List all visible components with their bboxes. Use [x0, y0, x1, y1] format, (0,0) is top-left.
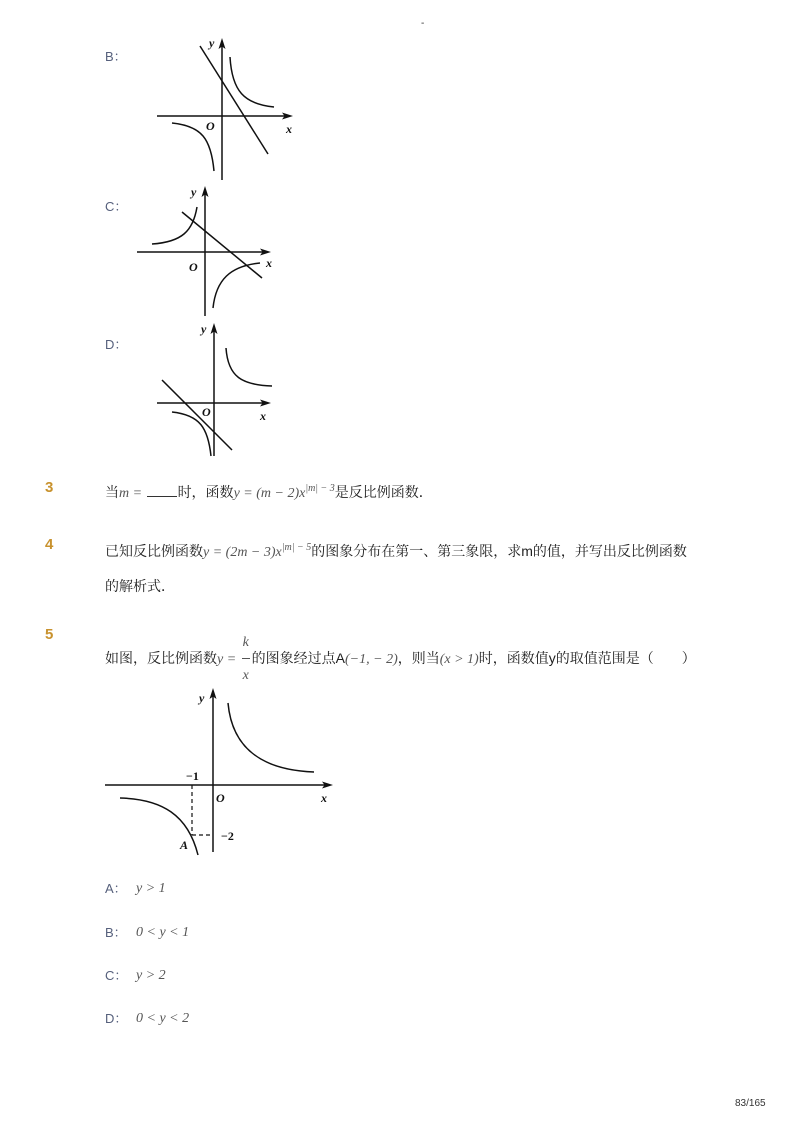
graph-question-5 [100, 685, 340, 860]
q3-text-post: 是反比例函数． [334, 484, 433, 500]
q3-text-mid: 时，函数 [177, 484, 234, 500]
q5-text-mid: 的图象经过点A [251, 650, 346, 666]
x-axis-label: x [260, 409, 266, 423]
question-4-text-line1 [105, 541, 687, 563]
q5-condition: (x > 1) [439, 652, 479, 667]
x-axis-label: x [266, 256, 272, 270]
q5-option-b-value: 0 < y < 1 [136, 925, 190, 940]
graph-option-c [130, 183, 280, 323]
q5-option-c-value: y > 2 [136, 968, 166, 983]
q5-text-mid2: ，则当 [397, 650, 440, 666]
q5-fraction-denominator: x [242, 667, 249, 683]
q3-variable: m = [119, 486, 146, 501]
y-axis-label: y [209, 36, 215, 50]
origin-label: O [189, 260, 198, 274]
origin-label: O [216, 791, 225, 805]
hyperbola-branch-first-quadrant [228, 703, 314, 772]
point-a-label: A [180, 838, 189, 852]
hyperbola-branch-first-quadrant [230, 57, 274, 107]
page-number: 83/165 [735, 1098, 766, 1109]
question-4-number: 4 [45, 536, 54, 553]
prev-option-b-label: B： [105, 49, 127, 64]
q5-text-post: 时，函数值y的取值范围是（ ） [478, 650, 696, 666]
y-mark-minus-2: −2 [221, 829, 234, 843]
q5-option-d-label: D： [105, 1011, 128, 1026]
q5-option-b-label: B： [105, 925, 127, 940]
q5-option-a-label: A： [105, 881, 127, 896]
linear-function-line [200, 46, 268, 154]
q3-exponent: |m| − 3 [305, 483, 335, 494]
q3-text-pre: 当 [105, 484, 119, 500]
q5-option-d-value: 0 < y < 2 [136, 1011, 190, 1026]
prev-option-d-label: D： [105, 337, 128, 352]
question-4-text-line2: 的解析式． [105, 578, 175, 594]
q4-text-pre: 已知反比例函数 [105, 543, 203, 559]
x-axis-label: x [286, 122, 292, 136]
question-5-number: 5 [45, 626, 54, 643]
q4-function: y = (2m − 3)x [203, 545, 282, 560]
hyperbola-branch-second-quadrant [152, 207, 197, 244]
y-axis-label: y [201, 322, 207, 336]
top-mark: - [421, 18, 425, 29]
q5-fraction-numerator: k [242, 634, 249, 650]
hyperbola-branch-first-quadrant [226, 348, 272, 386]
q5-function: y = [217, 652, 240, 667]
q5-option-a-value: y > 1 [136, 881, 166, 896]
x-axis-label: x [321, 791, 327, 805]
origin-label: O [206, 119, 215, 133]
q4-text-post: 的图象分布在第一、第三象限，求m的值，并写出反比例函数 [311, 543, 687, 559]
question-3-number: 3 [45, 479, 54, 496]
question-3-text [105, 482, 433, 504]
y-axis-label: y [191, 185, 197, 199]
q3-answer-blank [147, 484, 177, 497]
question-5-text [105, 634, 696, 683]
origin-label: O [202, 405, 211, 419]
q5-option-c-label: C： [105, 968, 128, 983]
graph-option-d [150, 320, 280, 460]
q5-fraction [241, 636, 251, 683]
prev-option-c-label: C： [105, 199, 128, 214]
x-mark-minus-1: −1 [186, 769, 199, 783]
y-axis-label: y [199, 691, 205, 705]
linear-function-line [162, 380, 232, 450]
q4-exponent: |m| − 5 [281, 542, 312, 553]
q5-fraction-bar [242, 658, 250, 659]
q5-point: (−1, − 2) [345, 652, 398, 667]
q3-function: y = (m − 2)x [233, 486, 306, 501]
q5-text-pre: 如图，反比例函数 [105, 650, 217, 666]
graph-option-b [150, 35, 300, 185]
